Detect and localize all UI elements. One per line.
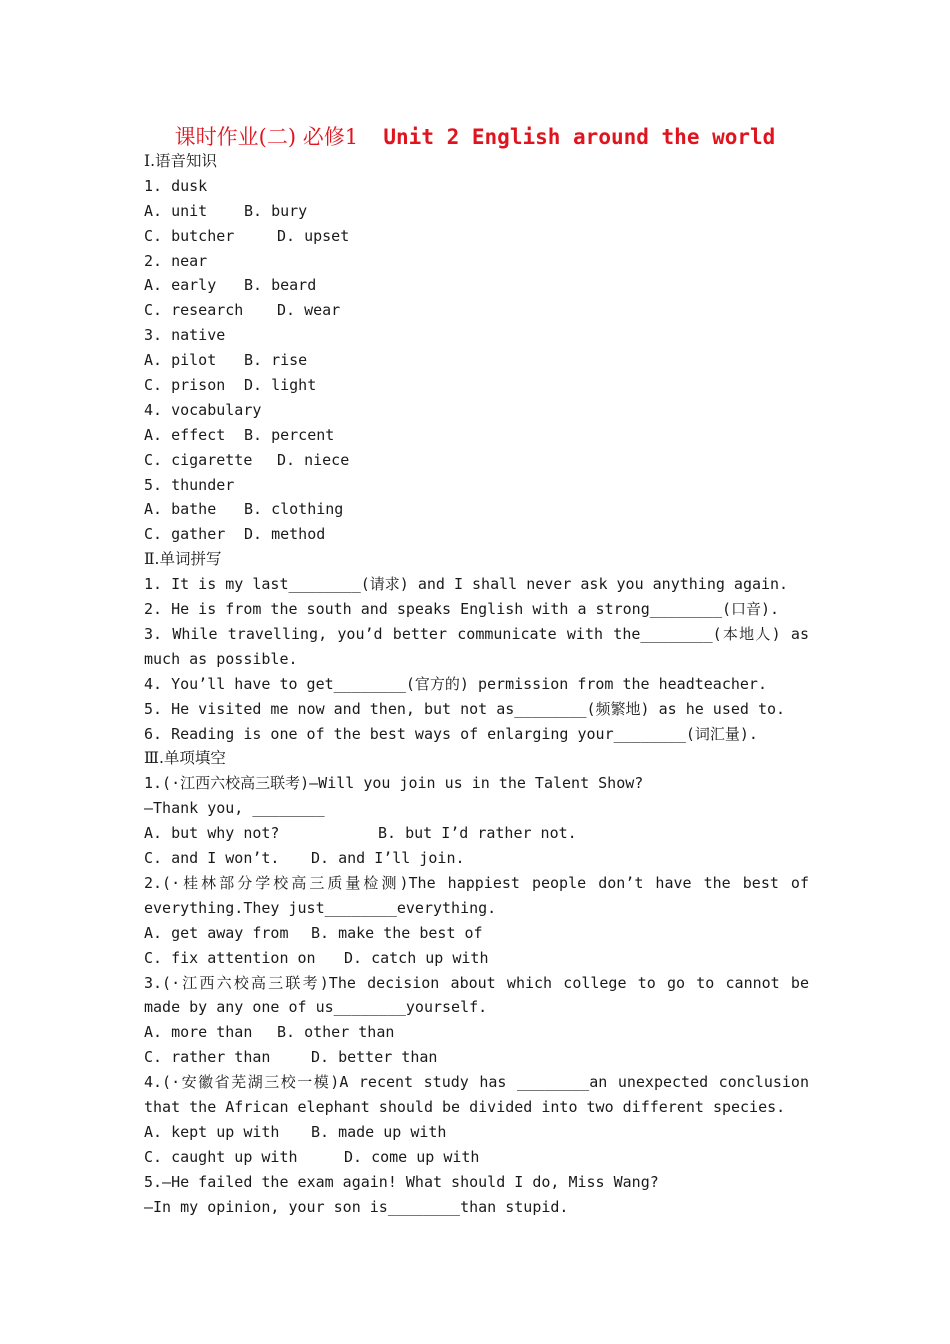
spelling-item: 4. You’ll have to get________(官方的) permission from the headteacher.	[144, 674, 767, 693]
section-heading-spelling: Ⅱ.单词拼写	[144, 550, 222, 569]
spelling-item: 6. Reading is one of the best ways of enlarging your________(词汇量).	[144, 724, 758, 743]
mc-question-stem-reply: —In my opinion, your son is________than stupid.	[144, 1197, 569, 1216]
mc-options-ab: A. more than B. other than	[144, 1023, 395, 1042]
mc-options-ab: A. but why not? B. but I’d rather not.	[144, 824, 577, 843]
question-options-cd: C. butcher D. upset	[144, 226, 350, 245]
mc-options-cd: C. caught up with D. come up with	[144, 1147, 480, 1166]
mc-question-stem-reply: —Thank you, ________	[144, 799, 325, 818]
question-options-ab: A. bathe B. clothing	[144, 500, 344, 519]
section-heading-phonetics: Ⅰ.语音知识	[144, 152, 218, 170]
question-word: 1. dusk	[144, 176, 208, 195]
mc-options-ab: A. get away from B. make the best of	[144, 923, 483, 942]
section-heading-multiple-choice: Ⅲ.单项填空	[144, 749, 226, 768]
mc-options-cd: C. rather than D. better than	[144, 1048, 438, 1067]
mc-question-stem: 5.—He failed the exam again! What should I do, Miss Wang?	[144, 1172, 659, 1191]
question-options-cd: C. research D. wear	[144, 301, 341, 320]
question-options-ab: A. unit B. bury	[144, 201, 308, 220]
spelling-item: 1. It is my last________(请求) and I shall never ask you anything again.	[144, 575, 789, 594]
mc-options-cd: C. and I won’t. D. and I’ll join.	[144, 849, 465, 868]
question-word: 3. native	[144, 326, 226, 345]
question-word: 2. near	[144, 251, 208, 270]
question-options-ab: A. early B. beard	[144, 276, 317, 295]
question-word: 4. vocabulary	[144, 400, 262, 419]
question-options-cd: C. prison D. light	[144, 376, 317, 395]
question-options-ab: A. pilot B. rise	[144, 351, 308, 370]
page-title	[0, 122, 950, 152]
spelling-item: 5. He visited me now and then, but not as________(频繁地) as he used to.	[144, 699, 786, 718]
mc-options-ab: A. kept up with B. made up with	[144, 1122, 447, 1141]
question-options-cd: C. cigarette D. niece	[144, 450, 350, 469]
mc-question-stem: 1.(·江西六校高三联考)—Will you join us in the Talent Show?	[144, 774, 644, 793]
spelling-item: 2. He is from the south and speaks English with a strong________(口音).	[144, 600, 780, 619]
title-chinese: 课时作业(二) 必修1	[174, 125, 359, 149]
mc-question-stem: 3.(·江西六校高三联考)The decision about which college to go to cannot be made by any one of us________yourself.	[144, 973, 809, 1017]
question-options-cd: C. gather D. method	[144, 525, 326, 544]
mc-question-stem: 4.(·安徽省芜湖三校一模)A recent study has ________an unexpected conclusion that the African elephant should be divided into two different species.	[144, 1073, 809, 1117]
mc-options-cd: C. fix attention on D. catch up with	[144, 948, 489, 967]
mc-question-stem: 2.(·桂林部分学校高三质量检测)The happiest people don’t have the best of everything.They just________everything.	[144, 873, 809, 917]
question-word: 5. thunder	[144, 475, 235, 494]
question-options-ab: A. effect B. percent	[144, 425, 335, 444]
title-english: Unit 2 English around the world	[383, 125, 776, 149]
document-body	[144, 149, 809, 1220]
spelling-item: 3. While travelling, you’d better communicate with the________(本地人) as much as possible.	[144, 624, 809, 668]
